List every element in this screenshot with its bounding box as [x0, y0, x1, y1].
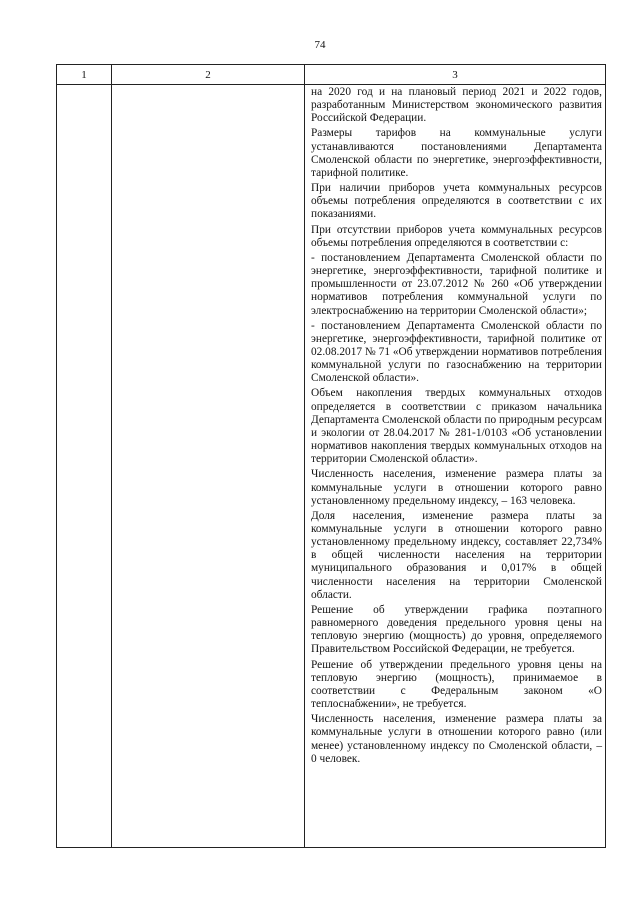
- cell-text-block: [305, 85, 605, 770]
- page-number: 74: [314, 39, 326, 51]
- paragraph: Объем накопления твердых коммунальных отходов определяется в соответствии с приказом начальника Департамента Смоленской области по природным ресурсам и экологии от 28.04.2017 № 281-1/0103 «Об установлении нормативов накопления твердых коммунальных отходов на территории Смоленской области».: [311, 387, 602, 466]
- table-header-row: [57, 65, 606, 85]
- paragraph: Численность населения, изменение размера платы за коммунальные услуги в отношении которого равно (или менее) установленному индексу по Смоленской области, – 0 человек.: [311, 713, 602, 765]
- paragraph: Доля населения, изменение размера платы за коммунальные услуги в отношении которого равно установленному предельному индексу, составляет 22,734% в общей численности населения на территории муниципального образования и 0,017% в общей численности населения на территории Смоленской области.: [311, 509, 602, 601]
- table-cell-col3: [305, 85, 606, 848]
- column-header-2: 2: [112, 65, 305, 85]
- paragraph: Решение об утверждении предельного уровня цены на тепловую энергию (мощность), принимаемое в соответствии с Федеральным законом «О теплоснабжении», не требуется.: [311, 658, 602, 711]
- paragraph: Размеры тарифов на коммунальные услуги устанавливаются постановлениями Департамента Смоленской области по энергетике, энергоэффективности, тарифной политике.: [311, 127, 602, 179]
- paragraph: При наличии приборов учета коммунальных ресурсов объемы потребления определяются в соответствии с их показаниями.: [311, 182, 602, 221]
- table-row: [57, 85, 606, 848]
- column-header-1: 1: [57, 65, 112, 85]
- column-header-3: 3: [305, 65, 606, 85]
- paragraph: При отсутствии приборов учета коммунальных ресурсов объемы потребления определяются в соответствии с:: [311, 223, 602, 249]
- paragraph: Численность населения, изменение размера платы за коммунальные услуги в отношении которого равно установленному предельному индексу, – 163 человека.: [311, 468, 602, 507]
- paragraph: на 2020 год и на плановый период 2021 и 2022 годов, разработанным Министерством экономического развития Российской Федерации.: [311, 86, 602, 125]
- paragraph: - постановлением Департамента Смоленской области по энергетике, энергоэффективности, тарифной политике и промышленности от 23.07.2012 № 260 «Об утверждении нормативов потребления коммунальной услуги по электроснабжению на территории Смоленской области»;: [311, 251, 602, 317]
- paragraph: - постановлением Департамента Смоленской области по энергетике, энергоэффективности, тарифной политике от 02.08.2017 № 71 «Об утверждении нормативов потребления коммунальной услуги по газоснабжению на территории Смоленской области».: [311, 319, 602, 385]
- table-cell-col2: [112, 85, 305, 848]
- document-table: [56, 64, 606, 848]
- table-cell-col1: [57, 85, 112, 848]
- paragraph: Решение об утверждении графика поэтапного равномерного доведения предельного уровня цены на тепловую энергию (мощность) до уровня, определяемого Правительством Российской Федерации, не требуется.: [311, 603, 602, 656]
